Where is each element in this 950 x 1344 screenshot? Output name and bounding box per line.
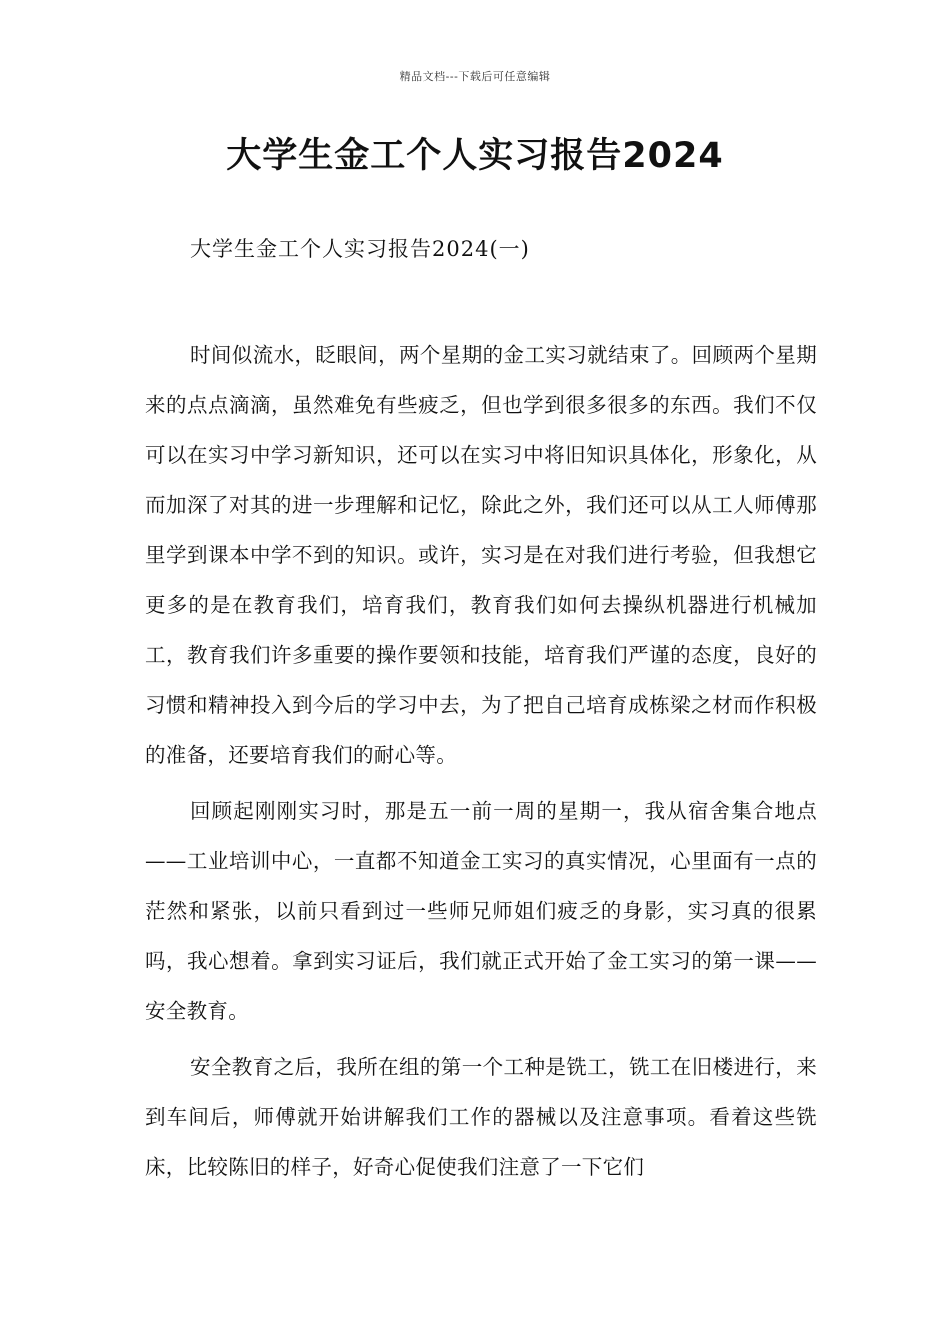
paragraph-2: 回顾起刚刚实习时，那是五一前一周的星期一，我从宿舍集合地点——工业培训中心，一直都不知道金工实习的真实情况，心里面有一点的茫然和紧张，以前只看到过一些师兄师姐们疲乏的身影，实习真的很累吗，我心想着。拿到实习证后，我们就正式开始了金工实习的第一课——安全教育。 bbox=[145, 799, 817, 1023]
section-heading: 大学生金工个人实习报告2024(一) bbox=[190, 237, 530, 261]
header-note: 精品文档---下载后可任意编辑 bbox=[399, 70, 551, 83]
document-body bbox=[145, 330, 817, 1198]
paragraph-1: 时间似流水，眨眼间，两个星期的金工实习就结束了。回顾两个星期来的点点滴滴，虽然难免有些疲乏，但也学到很多很多的东西。我们不仅可以在实习中学习新知识，还可以在实习中将旧知识具体化，形象化，从而加深了对其的进一步理解和记忆，除此之外，我们还可以从工人师傅那里学到课本中学不到的知识。或许，实习是在对我们进行考验，但我想它更多的是在教育我们，培育我们，教育我们如何去操纵机器进行机械加工，教育我们许多重要的操作要领和技能，培育我们严谨的态度，良好的习惯和精神投入到今后的学习中去，为了把自己培育成栋梁之材而作积极的准备，还要培育我们的耐心等。 bbox=[145, 343, 817, 767]
paragraph-3: 安全教育之后，我所在组的第一个工种是铣工，铣工在旧楼进行，来到车间后，师傅就开始讲解我们工作的器械以及注意事项。看着这些铣床，比较陈旧的样子，好奇心促使我们注意了一下它们 bbox=[145, 1055, 817, 1179]
document-title: 大学生金工个人实习报告2024 bbox=[226, 136, 724, 176]
